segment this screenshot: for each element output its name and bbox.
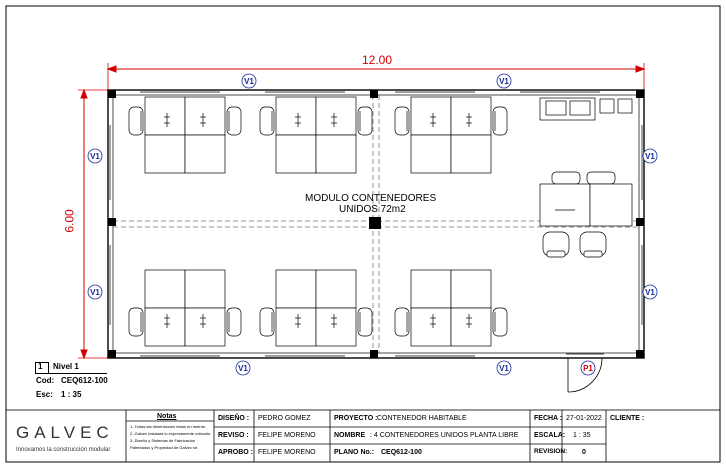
- workstation-cluster: [395, 270, 507, 346]
- view-tag-v1: [643, 285, 657, 299]
- svg-text:V1: V1: [499, 77, 509, 86]
- nota-4: Patentados y Propiedad de Galvec srl.: [130, 445, 199, 450]
- cod-value: CEQ612-100: [61, 376, 108, 385]
- view-tag-v1: [236, 361, 250, 375]
- nota-3: 3.-Diseño y Sistemas de Fabricacion: [130, 438, 196, 443]
- esc-label: Esc:: [36, 390, 53, 399]
- proyecto-label: PROYECTO :: [334, 415, 378, 422]
- fecha-label: FECHA :: [534, 415, 563, 422]
- reviso-value: FELIPE MORENO: [258, 432, 316, 439]
- view-tag-v1: [88, 149, 102, 163]
- notas-title: Notas: [157, 413, 177, 420]
- view-tag-v1: [643, 149, 657, 163]
- diseno-value: PEDRO GOMEZ: [258, 415, 311, 422]
- proyecto-value: CONTENEDOR HABITABLE: [377, 415, 467, 422]
- workstation-cluster: [260, 270, 372, 346]
- fecha-value: 27-01-2022: [566, 415, 602, 422]
- width-dimension-label: 12.00: [362, 53, 393, 67]
- plan-title-line1: MODULO CONTENEDORES: [305, 193, 437, 204]
- escala-label: ESCALA:: [534, 432, 566, 439]
- view-tag-v1: [497, 361, 511, 375]
- cod-label: Cod:: [36, 376, 55, 385]
- revision-label: REVISION:: [534, 448, 568, 455]
- view-tag-v1: [497, 74, 511, 88]
- meeting-table: [540, 172, 632, 257]
- esc-value: 1 : 35: [61, 390, 82, 399]
- escala-value: 1 : 35: [573, 432, 591, 439]
- plano-value: CEQ612-100: [381, 449, 422, 456]
- height-dimension: [78, 90, 108, 358]
- level-underline: [35, 373, 107, 374]
- view-tag-v1: [242, 74, 256, 88]
- door-tag: [581, 361, 595, 375]
- company-logo: GALVEC: [16, 423, 114, 442]
- kitchenette: [540, 98, 632, 120]
- aprobo-label: APROBO :: [218, 449, 253, 456]
- workstation-cluster: [395, 97, 507, 173]
- diseno-label: DISEÑO :: [218, 415, 250, 422]
- svg-text:V1: V1: [90, 288, 100, 297]
- workstation-cluster: [129, 270, 241, 346]
- view-tag-v1: [88, 285, 102, 299]
- nombre-value: : 4 CONTENEDORES UNIDOS PLANTA LIBRE: [370, 432, 519, 439]
- plan-title-line2: UNIDOS 72m2: [339, 204, 406, 215]
- height-dimension-label: 6.00: [62, 209, 77, 233]
- svg-text:V1: V1: [645, 152, 655, 161]
- workstation-clusters: [129, 97, 507, 346]
- nota-1: 1.-Todas las dimensiones estan en metros.: [130, 424, 207, 429]
- level-name: Nivel 1: [53, 362, 79, 371]
- workstation-cluster: [260, 97, 372, 173]
- svg-text:V1: V1: [499, 364, 509, 373]
- nota-2: 2.-Galvec instalara lo expresamente cotizado.: [130, 431, 212, 436]
- aprobo-value: FELIPE MORENO: [258, 449, 316, 456]
- svg-text:V1: V1: [238, 364, 248, 373]
- svg-text:V1: V1: [90, 152, 100, 161]
- nombre-label: NOMBRE: [334, 432, 366, 439]
- svg-text:P1: P1: [583, 364, 593, 373]
- level-number: 1: [38, 362, 43, 371]
- company-tagline: Innovamos la construcción modular: [16, 447, 111, 453]
- plano-label: PLANO No.:: [334, 449, 375, 456]
- workstation-cluster: [129, 97, 241, 173]
- width-dimension: [108, 63, 644, 92]
- svg-text:V1: V1: [244, 77, 254, 86]
- cliente-label: CLIENTE :: [610, 415, 645, 422]
- revision-value: 0: [582, 449, 586, 456]
- svg-text:V1: V1: [645, 288, 655, 297]
- reviso-label: REVISO :: [218, 432, 249, 439]
